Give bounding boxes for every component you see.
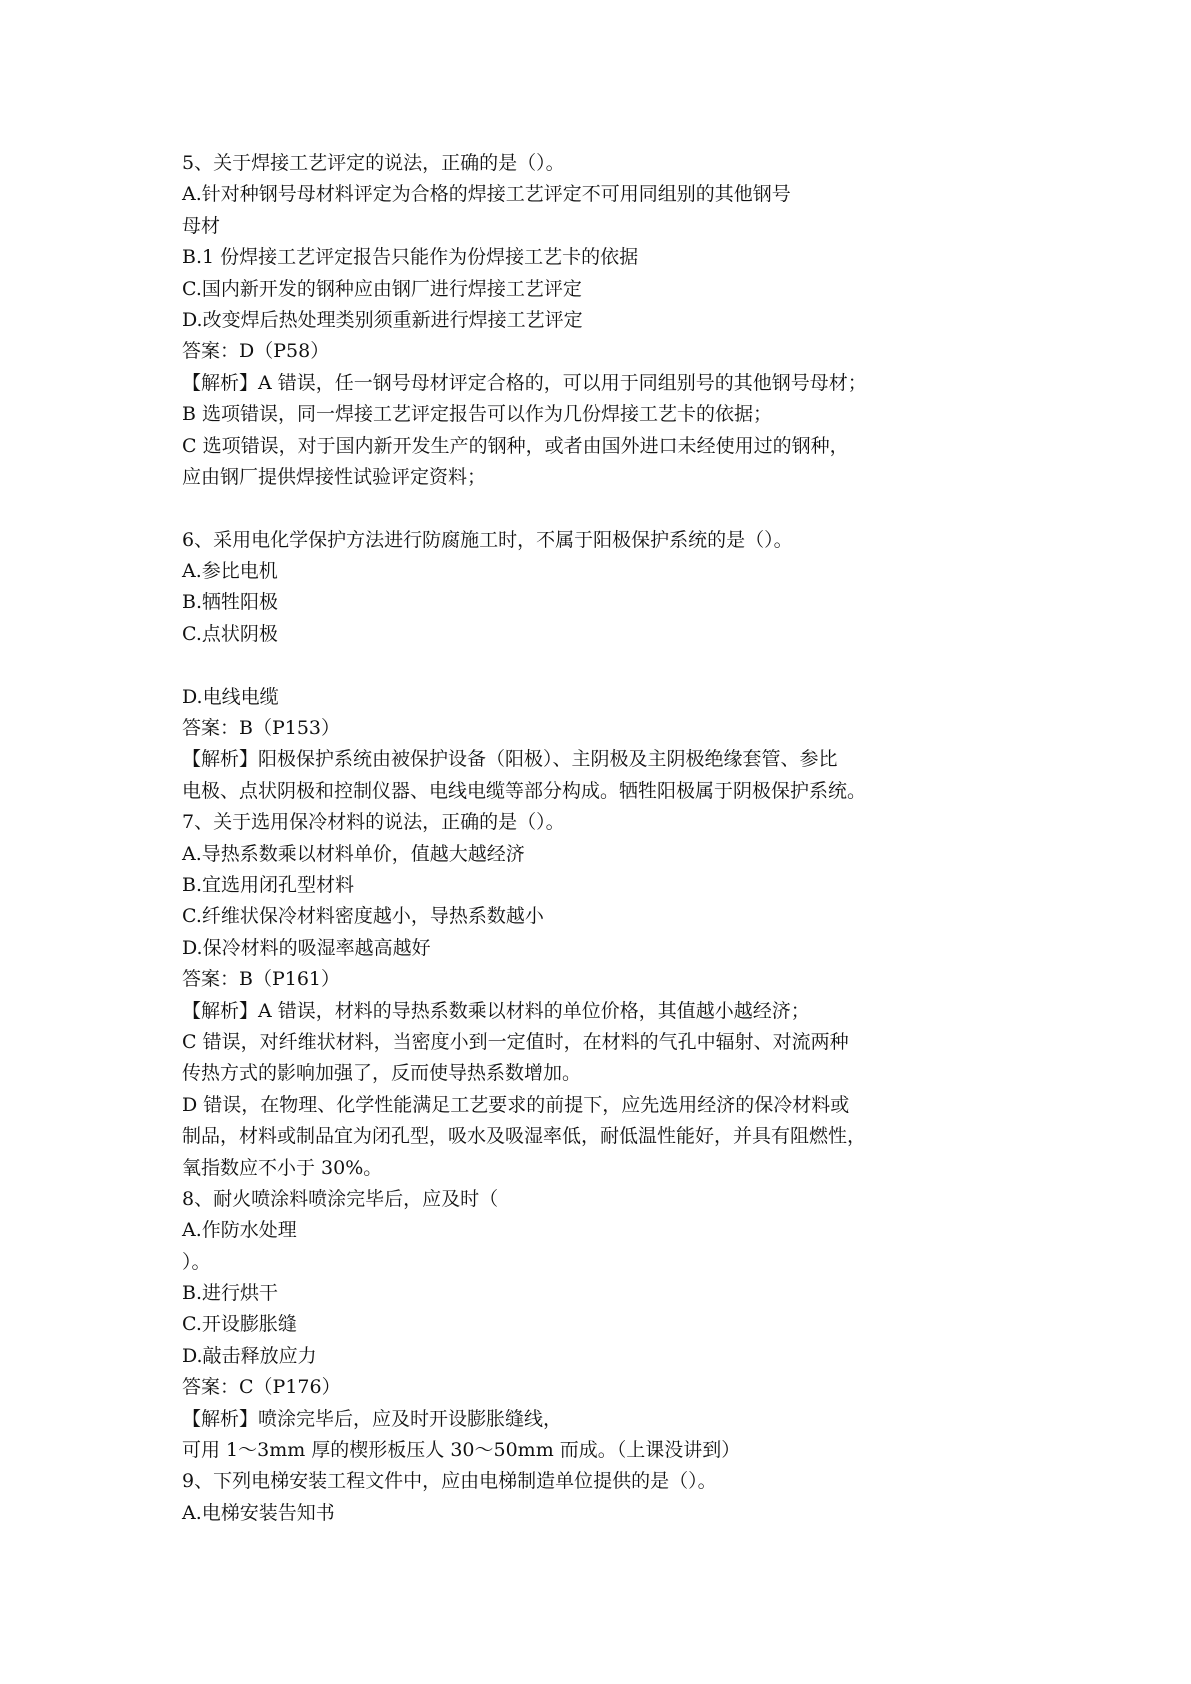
question-7-option-b: B.宜选用闭孔型材料 — [182, 873, 355, 896]
question-8-stem-continued: ）。 — [182, 1250, 211, 1273]
blank-line — [182, 493, 1142, 524]
question-8-analysis-2: 可用 1～3mm 厚的楔形板压人 30～50mm 而成。（上课没讲到） — [182, 1439, 741, 1462]
question-6-answer: 答案：B（P153） — [182, 717, 341, 740]
question-6-option-d: D.电线电缆 — [182, 685, 279, 708]
question-9-stem: 9、下列电梯安装工程文件中，应由电梯制造单位提供的是（）。 — [182, 1470, 717, 1493]
question-6-option-a: A.参比电机 — [182, 560, 278, 583]
question-8-stem: 8、耐火喷涂料喷涂完毕后，应及时（ — [182, 1187, 499, 1210]
document-body — [182, 148, 1142, 1529]
question-7-analysis-2: C 错误，对纤维状材料，当密度小到一定值时，在材料的气孔中辐射、对流两种 — [182, 1030, 849, 1053]
question-7-option-a: A.导热系数乘以材料单价，值越大越经济 — [182, 842, 525, 865]
blank-line — [182, 650, 1142, 681]
question-8-answer: 答案：C（P176） — [182, 1376, 341, 1399]
question-7-answer: 答案：B（P161） — [182, 968, 341, 991]
question-6-option-b: B.牺牲阳极 — [182, 591, 279, 614]
question-5-option-c: C.国内新开发的钢种应由钢厂进行焊接工艺评定 — [182, 277, 582, 300]
question-7-analysis-6: 氧指数应不小于 30%。 — [182, 1156, 383, 1179]
question-7-analysis-4: D 错误，在物理、化学性能满足工艺要求的前提下，应先选用经济的保冷材料或 — [182, 1093, 850, 1116]
question-7-option-c: C.纤维状保冷材料密度越小，导热系数越小 — [182, 905, 544, 928]
question-5-analysis-4: 应由钢厂提供焊接性试验评定资料； — [182, 465, 487, 488]
question-6-analysis-2: 电极、点状阴极和控制仪器、电线电缆等部分构成。牺牲阳极属于阴极保护系统。 — [182, 779, 867, 802]
question-5-analysis-1: 【解析】A 错误，任一钢号母材评定合格的，可以用于同组别号的其他钢号母材； — [182, 371, 867, 394]
question-6-analysis-1: 【解析】阳极保护系统由被保护设备（阳极）、主阴极及主阴极绝缘套管、参比 — [182, 748, 838, 771]
question-6-option-c: C.点状阴极 — [182, 622, 278, 645]
question-8-option-c: C.开设膨胀缝 — [182, 1313, 297, 1336]
question-8-option-b: B.进行烘干 — [182, 1282, 279, 1305]
question-7-stem: 7、关于选用保冷材料的说法，正确的是（）。 — [182, 811, 565, 834]
question-9-option-a: A.电梯安装告知书 — [182, 1501, 335, 1524]
question-5-stem: 5、关于焊接工艺评定的说法，正确的是（）。 — [182, 152, 565, 174]
question-5-option-a: A.针对种钢号母材料评定为合格的焊接工艺评定不可用同组别的其他钢号 — [182, 183, 791, 206]
question-7-analysis-5: 制品，材料或制品宜为闭孔型，吸水及吸湿率低，耐低温性能好，并具有阻燃性， — [182, 1125, 867, 1148]
question-8-option-d: D.敲击释放应力 — [182, 1344, 317, 1367]
question-7-option-d: D.保冷材料的吸湿率越高越好 — [182, 936, 431, 959]
question-5-option-d: D.改变焊后热处理类别须重新进行焊接工艺评定 — [182, 308, 583, 331]
question-8-analysis-1: 【解析】喷涂完毕后，应及时开设膨胀缝线， — [182, 1407, 563, 1430]
question-7-analysis-1: 【解析】A 错误，材料的导热系数乘以材料的单位价格，其值越小越经济； — [182, 999, 810, 1022]
question-6-stem: 6、采用电化学保护方法进行防腐施工时，不属于阳极保护系统的是（）。 — [182, 528, 793, 551]
question-5-analysis-3: C 选项错误，对于国内新开发生产的钢种，或者由国外进口未经使用过的钢种， — [182, 434, 849, 457]
question-8-option-a: A.作防水处理 — [182, 1219, 297, 1242]
question-5-analysis-2: B 选项错误，同一焊接工艺评定报告可以作为几份焊接工艺卡的依据； — [182, 403, 773, 426]
question-5-answer: 答案：D（P58） — [182, 340, 330, 363]
question-5-option-a-continued: 母材 — [182, 214, 221, 237]
question-7-analysis-3: 传热方式的影响加强了，反而使导热系数增加。 — [182, 1062, 582, 1085]
question-5-option-b: B.1 份焊接工艺评定报告只能作为份焊接工艺卡的依据 — [182, 246, 639, 269]
